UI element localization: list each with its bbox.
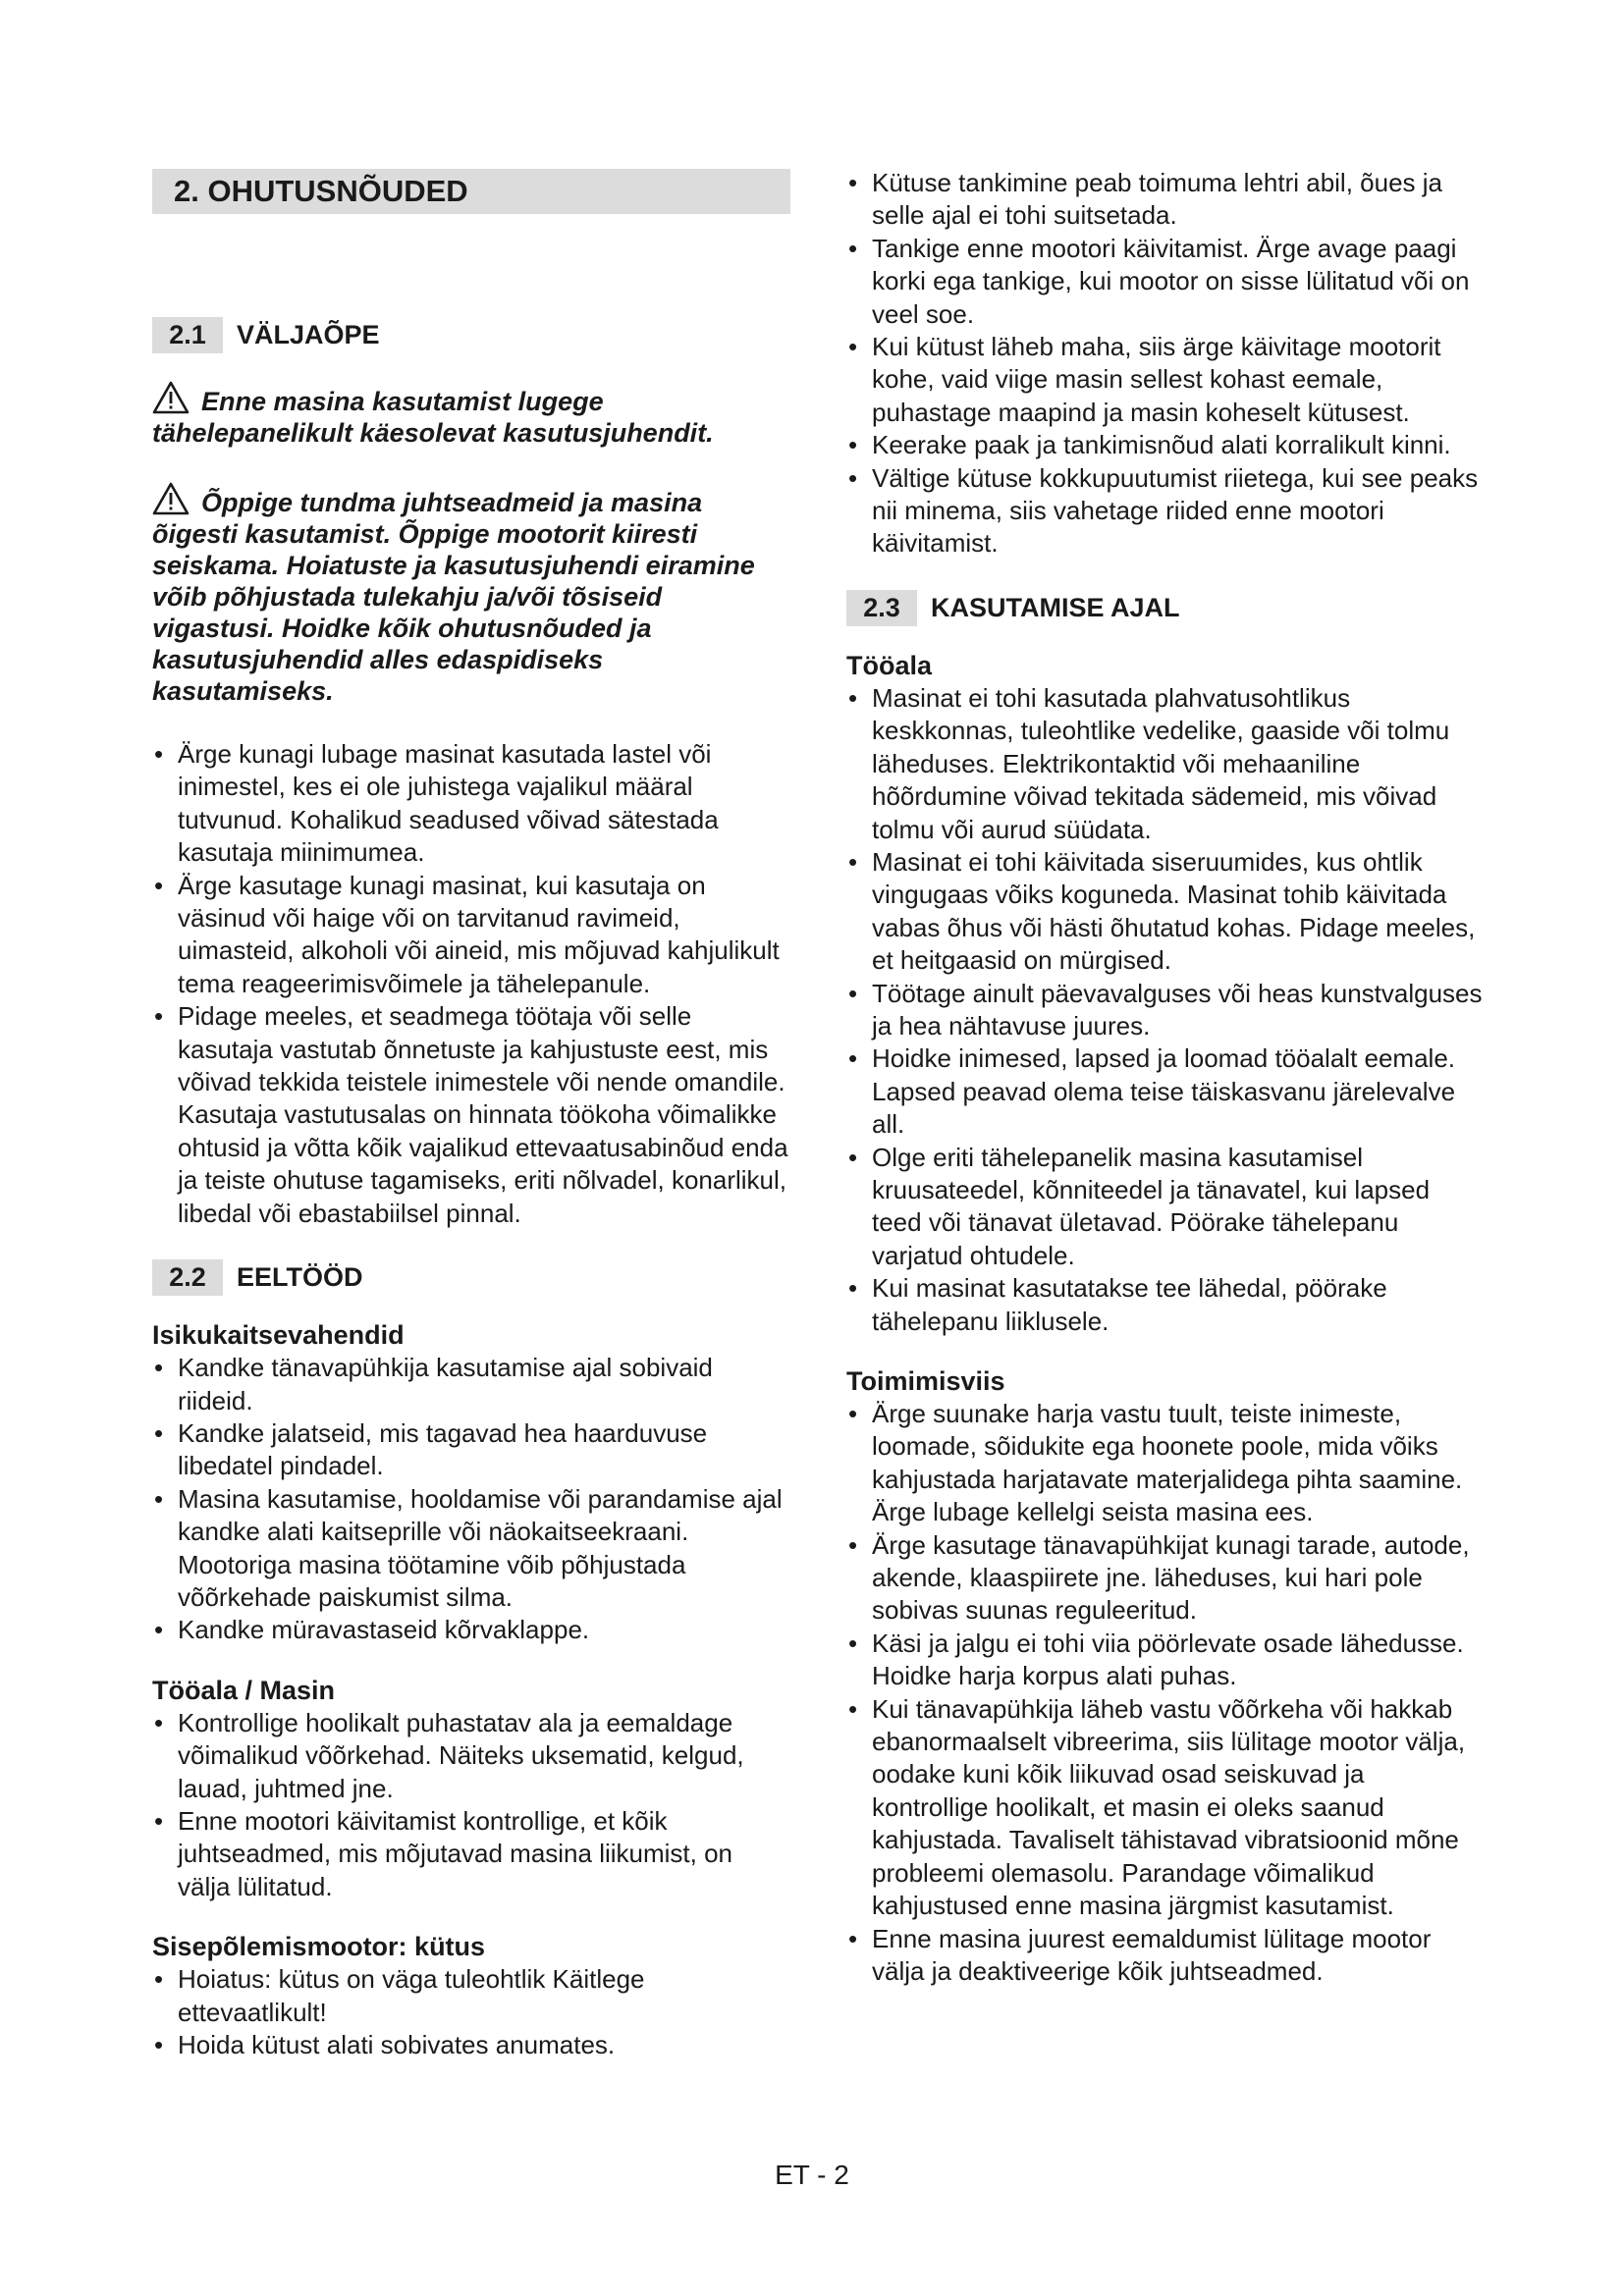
- training-bullet-list: [152, 738, 790, 1230]
- warning-read-manual: [152, 381, 790, 449]
- list-item: • Enne masina juurest eemaldumist lülitage mootor välja ja deaktiveerige kõik juhtseadmed.: [846, 1923, 1485, 1989]
- list-item: • Kontrollige hoolikalt puhastatav ala ja eemaldage võimalikud võõrkehad. Näiteks uksematid, kelgud, lauad, juhtmed jne.: [152, 1707, 790, 1805]
- subheading-work-area-machine: Tööala / Masin: [152, 1675, 336, 1705]
- list-item: • Kütuse tankimine peab toimuma lehtri abil, õues ja selle ajal ei tohi suitsetada.: [846, 167, 1485, 233]
- list-item: • Keerake paak ja tankimisnõud alati korralikult kinni.: [846, 429, 1485, 461]
- section-title: EELTÖÖD: [237, 1262, 363, 1293]
- operation-bullet-list: [846, 1398, 1485, 1988]
- subheading-operation: Toimimisviis: [846, 1366, 1005, 1396]
- list-item: • Ärge kasutage kunagi masinat, kui kasutaja on väsinud või haige või on tarvitanud ravimeid, uimasteid, alkoholi või aineid, mis mõjuvad kahjulikult tema reageerimisvõimele ja tähelepanule.: [152, 870, 790, 1001]
- warning-text: Õppige tundma juhtseadmeid ja masina õigesti kasutamist. Õppige mootorit kiiresti seiskama. Hoiatuste ja kasutusjuhendi eiramine võib põhjustada tulekahju ja/või tõsiseid vigastusi. Hoidke kõik ohutusnõuded ja kasutusjuhendid alles edaspidiseks kasutamiseks.: [152, 488, 755, 706]
- list-item: • Masinat ei tohi kasutada plahvatusohtlikus keskkonnas, tuleohtlike vedelike, gaaside või tolmu läheduses. Elektrikontaktid või mehaaniline hõõrdumine võivad tekitada sädemeid, mis võivad tolmu või aurud süüdata.: [846, 682, 1485, 846]
- section-number: 2.3: [846, 590, 917, 626]
- list-item: • Masinat ei tohi käivitada siseruumides, kus ohtlik vingugaas võiks koguneda. Masinat tohib käivitada vabas õhus või hästi õhutatud kohas. Pidage meeles, et heitgaasid on mürgised.: [846, 846, 1485, 978]
- list-item: • Käsi ja jalgu ei tohi viia pöörlevate osade lähedusse. Hoidke harja korpus alati puhas.: [846, 1628, 1485, 1693]
- section-2-1-heading: [152, 317, 790, 353]
- warning-triangle-icon: [152, 482, 189, 515]
- subheading-work-area: Tööala: [846, 650, 933, 680]
- list-item: • Kandke tänavapühkija kasutamise ajal sobivaid riideid.: [152, 1352, 790, 1417]
- list-item: • Töötage ainult päevavalguses või heas kunstvalguses ja hea nähtavuse juures.: [846, 978, 1485, 1043]
- list-item: • Pidage meeles, et seadmega töötaja või selle kasutaja vastutab õnnetuste ja kahjustuste eest, mis võivad tekkida teistele inimestele või nende omandile. Kasutaja vastutusalas on hinnata töökoha võimalikke ohtusid ja võtta kõik vajalikud ettevaatusabinõud enda ja teiste ohutuse tagamiseks, eriti nõlvadel, konarlikul, libedal või ebastabiilsel pinnal.: [152, 1000, 790, 1230]
- list-item: • Tankige enne mootori käivitamist. Ärge avage paagi korki ega tankige, kui mootor on sisse lülitatud või on veel soe.: [846, 233, 1485, 331]
- list-item: • Kui kütust läheb maha, siis ärge käivitage mootorit kohe, vaid viige masin sellest kohast eemale, puhastage maapind ja masin koheselt kütusest.: [846, 331, 1485, 429]
- fuel-bullet-list-right: [846, 167, 1485, 561]
- list-item: • Ärge suunake harja vastu tuult, teiste inimeste, loomade, sõidukite ega hoonete poole, mida võiks kahjustada harjatavate materjalidega pihta saamine. Ärge lubage kellelgi seista masina ees.: [846, 1398, 1485, 1529]
- section-2-3-heading: [846, 590, 1485, 626]
- list-item: • Vältige kütuse kokkupuutumist riietega, kui see peaks nii minema, siis vahetage riided enne mootori käivitamist.: [846, 462, 1485, 561]
- page-number: ET - 2: [775, 2160, 849, 2190]
- section-2-2-heading: [152, 1259, 790, 1296]
- fuel-bullet-list-left: [152, 1963, 790, 2061]
- work-area-bullet-list: [846, 682, 1485, 1338]
- ppe-bullet-list: [152, 1352, 790, 1647]
- chapter-heading: 2. OHUTUSNÕUDED: [152, 169, 790, 214]
- subheading-ppe: Isikukaitsevahendid: [152, 1320, 405, 1351]
- list-item: • Enne mootori käivitamist kontrollige, et kõik juhtseadmed, mis mõjutavad masina liikumist, on välja lülitatud.: [152, 1805, 790, 1903]
- subheading-fuel: Sisepõlemismootor: kütus: [152, 1932, 486, 1962]
- section-title: KASUTAMISE AJAL: [931, 592, 1180, 622]
- list-item: • Kui tänavapühkija läheb vastu võõrkeha või hakkab ebanormaalselt vibreerima, siis lülitage mootor välja, oodake kuni kõik liikuvad osad seiskuvad ja kontrollige hoolikalt, et masin ei oleks saanud kahjustada. Tavaliselt tähistavad vibratsioonid mõne probleemi olemasolu. Parandage võimalikud kahjustused enne masina järgmist kasutamist.: [846, 1693, 1485, 1923]
- list-item: • Hoiatus: kütus on väga tuleohtlik Käitlege ettevaatlikult!: [152, 1963, 790, 2029]
- left-column: [152, 169, 790, 2061]
- list-item: • Kui masinat kasutatakse tee lähedal, pöörake tähelepanu liiklusele.: [846, 1272, 1485, 1338]
- warning-text: Enne masina kasutamist lugege tähelepanelikult käesolevat kasutusjuhendit.: [152, 387, 714, 448]
- work-area-bullet-list: [152, 1707, 790, 1903]
- list-item: • Kandke müravastaseid kõrvaklappe.: [152, 1614, 790, 1646]
- list-item: • Masina kasutamise, hooldamise või parandamise ajal kandke alati kaitseprille või näokaitseekraani. Mootoriga masina töötamine võib põhjustada võõrkehade paiskumist silma.: [152, 1483, 790, 1615]
- list-item: • Ärge kunagi lubage masinat kasutada lastel või inimestel, kes ei ole juhistega vajalikul määral tutvunud. Kohalikud seadused võivad sätestada kasutaja miinimumea.: [152, 738, 790, 870]
- section-title: VÄLJAÕPE: [237, 320, 380, 349]
- right-column: [846, 167, 1485, 1988]
- list-item: • Hoida kütust alati sobivates anumates.: [152, 2029, 790, 2061]
- warning-triangle-icon: [152, 381, 189, 414]
- warning-learn-controls: [152, 482, 790, 707]
- list-item: • Olge eriti tähelepanelik masina kasutamisel kruusateedel, kõnniteedel ja tänavatel, kui lapsed teed või tänavat ületavad. Pöörake tähelepanu varjatud ohtudele.: [846, 1142, 1485, 1273]
- section-number: 2.1: [152, 317, 223, 353]
- list-item: • Kandke jalatseid, mis tagavad hea haarduvuse libedatel pindadel.: [152, 1417, 790, 1483]
- section-number: 2.2: [152, 1259, 223, 1296]
- list-item: • Hoidke inimesed, lapsed ja loomad tööalalt eemale. Lapsed peavad olema teise täiskasvanu järelevalve all.: [846, 1042, 1485, 1141]
- list-item: • Ärge kasutage tänavapühkijat kunagi tarade, autode, akende, klaaspiirete jne. läheduses, kui hari pole sobivas suunas reguleeritud.: [846, 1529, 1485, 1628]
